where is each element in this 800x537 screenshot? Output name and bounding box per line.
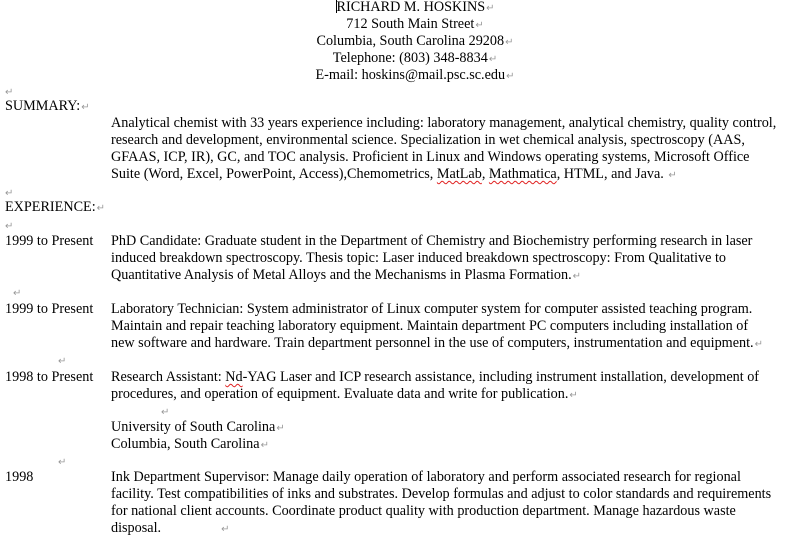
paragraph-mark: ↵ [569,390,578,401]
phone [0,50,800,68]
paragraph-mark: ↵ [5,87,14,98]
paragraph-mark: ↵ [668,170,677,181]
city [0,33,800,51]
misspelled-word[interactable]: MatLab [436,166,482,182]
paragraph-mark: ↵ [13,288,22,299]
org-text: University of South Carolina [111,419,276,435]
entry-line [111,520,229,537]
entry-line [111,386,578,404]
paragraph-mark: ↵ [5,221,14,232]
entry-text: procedures, and operation of equipment. Evaluate data and write for publication. [111,386,569,402]
paragraph-mark: ↵ [475,20,484,31]
summary-text: , HTML, and Java. [556,166,668,182]
location-text: Columbia, South Carolina [111,436,260,452]
summary-heading-text: SUMMARY: [5,98,81,114]
entry-date: 1998 to Present [5,369,94,385]
paragraph-mark: ↵ [221,524,230,535]
paragraph-mark: ↵ [58,356,67,367]
entry-line: Laboratory Technician: System administrator of Linux computer system for computer assisted teaching program. [111,301,753,317]
paragraph-mark: ↵ [5,188,14,199]
summary-text: Suite (Word, Excel, PowerPoint, Access),Chemometrics, [111,166,437,182]
summary-text: , [481,166,489,182]
phone-text: Telephone: (803) 348-8834 [332,50,488,66]
entry-text: new software and hardware. Train department personnel in the use of computers, instrumentation and equipment. [111,335,754,351]
experience-heading [5,199,105,217]
street [0,16,800,34]
entry-text: Research Assistant: [111,369,226,385]
entry-text: Quantitative Analysis of Metal Alloys and the Mechanisms in Plasma Formation. [111,267,572,283]
entry-text: -YAG Laser and ICP research assistance, including instrument installation, development of [242,369,760,385]
paragraph-mark: ↵ [488,54,498,65]
paragraph-mark: ↵ [506,71,515,82]
org-line [111,419,285,437]
paragraph-mark: ↵ [754,339,763,350]
entry-text: disposal. [111,520,162,536]
paragraph-mark: ↵ [260,440,269,451]
summary-heading [5,98,90,116]
email [0,67,800,85]
entry-date: 1999 to Present [5,233,94,249]
experience-heading-text: EXPERIENCE: [5,199,96,215]
paragraph-mark: ↵ [161,407,170,418]
entry-line: for national client accounts. Coordinate product quality with production department. Manage hazardous waste [111,503,736,519]
location-line [111,436,269,454]
summary-line: Analytical chemist with 33 years experience including: laboratory management, analytical chemistry, quality control, [111,115,777,131]
paragraph-mark: ↵ [96,203,106,214]
paragraph-mark: ↵ [572,271,582,282]
paragraph-mark: ↵ [505,37,514,48]
paragraph-mark: ↵ [486,3,495,14]
entry-date: 1998 [5,469,34,485]
entry-line: Maintain and repair teaching laboratory equipment. Maintain department PC computers including installation of [111,318,749,334]
entry-date: 1999 to Present [5,301,94,317]
entry-line: Ink Department Supervisor: Manage daily operation of laboratory and perform associated research for regional [111,469,741,485]
entry-line [111,369,759,386]
summary-line: GFAAS, ICP, IR), GC, and TOC analysis. Proficient in Linux and Windows operating systems, Microsoft Office [111,149,750,165]
paragraph-mark: ↵ [276,423,285,434]
entry-line: PhD Candidate: Graduate student in the Department of Chemistry and Biochemistry performing research in laser [111,233,753,249]
entry-line: induced breakdown spectroscopy. Thesis topic: Laser induced breakdown spectroscopy: From Qualitative to [111,250,727,266]
paragraph-mark: ↵ [58,457,67,468]
summary-line [111,166,677,184]
misspelled-word[interactable]: Mathmatica [488,166,557,182]
entry-line [111,267,581,285]
name: RICHARD M. HOSKINS [336,0,486,15]
email-text: E-mail: hoskins@mail.psc.sc.edu [315,67,506,83]
paragraph-mark: ↵ [81,102,90,113]
street-text: 712 South Main Street [346,16,475,32]
entry-line: facility. Test compatibilities of inks and substrates. Develop formulas and adjust to color standards and requirements [111,486,772,502]
name-line [0,0,800,17]
misspelled-word[interactable]: Nd [225,369,243,385]
city-text: Columbia, South Carolina 29208 [316,33,505,49]
entry-line [111,335,763,353]
summary-line: research and development, environmental science. Specialization in wet chemical analysis, spectroscopy (AAS, [111,132,745,148]
